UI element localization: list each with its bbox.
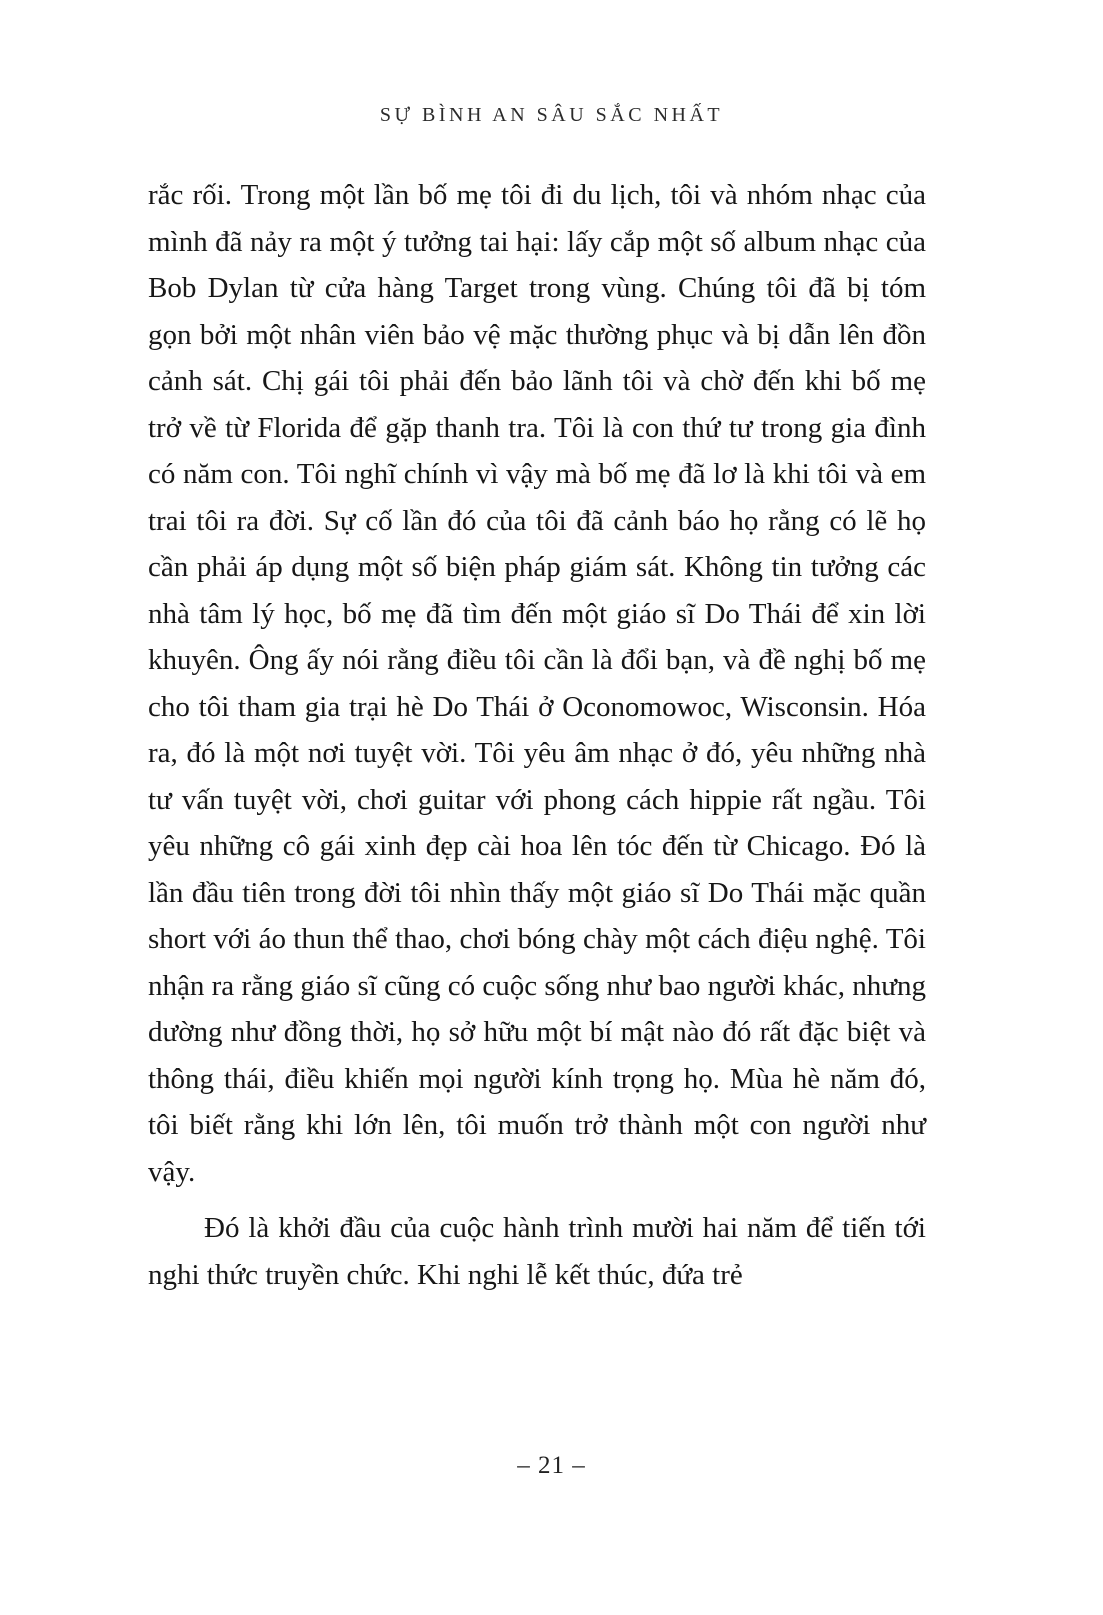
paragraph: Đó là khởi đầu của cuộc hành trình mười hai năm để tiến tới nghi thức truyền chức. Khi nghi lễ kết thúc, đứa trẻ <box>148 1212 926 1291</box>
body-text <box>148 172 926 1298</box>
page-number: – 21 – <box>517 1452 586 1479</box>
running-header: SỰ BÌNH AN SÂU SẮC NHẤT <box>379 104 724 126</box>
paragraph-continuation: rắc rối. Trong một lần bố mẹ tôi đi du lịch, tôi và nhóm nhạc của mình đã nảy ra một ý tưởng tai hại: lấy cắp một số album nhạc của Bob Dylan từ cửa hàng Target trong vùng. Chúng tôi đã bị tóm gọn bởi một nhân viên bảo vệ mặc thường phục và bị dẫn lên đồn cảnh sát. Chị gái tôi phải đến bảo lãnh tôi và chờ đến khi bố mẹ trở về từ Florida để gặp thanh tra. Tôi là con thứ tư trong gia đình có năm con. Tôi nghĩ chính vì vậy mà bố mẹ đã lơ là khi tôi và em trai tôi ra đời. Sự cố lần đó của tôi đã cảnh báo họ rằng có lẽ họ cần phải áp dụng một số biện pháp giám sát. Không tin tưởng các nhà tâm lý học, bố mẹ đã tìm đến một giáo sĩ Do Thái để xin lời khuyên. Ông ấy nói rằng điều tôi cần là đổi bạn, và đề nghị bố mẹ cho tôi tham gia trại hè Do Thái ở Oconomowoc, Wisconsin. Hóa ra, đó là một nơi tuyệt vời. Tôi yêu âm nhạc ở đó, yêu những nhà tư vấn tuyệt vời, chơi guitar với phong cách hippie rất ngầu. Tôi yêu những cô gái xinh đẹp cài hoa lên tóc đến từ Chicago. Đó là lần đầu tiên trong đời tôi nhìn thấy một giáo sĩ Do Thái mặc quần short với áo thun thể thao, chơi bóng chày một cách điệu nghệ. Tôi nhận ra rằng giáo sĩ cũng có cuộc sống như bao người khác, nhưng dường như đồng thời, họ sở hữu một bí mật nào đó rất đặc biệt và thông thái, điều khiến mọi người kính trọng họ. Mùa hè năm đó, tôi biết rằng khi lớn lên, tôi muốn trở thành một con người như vậy. <box>148 179 926 1188</box>
